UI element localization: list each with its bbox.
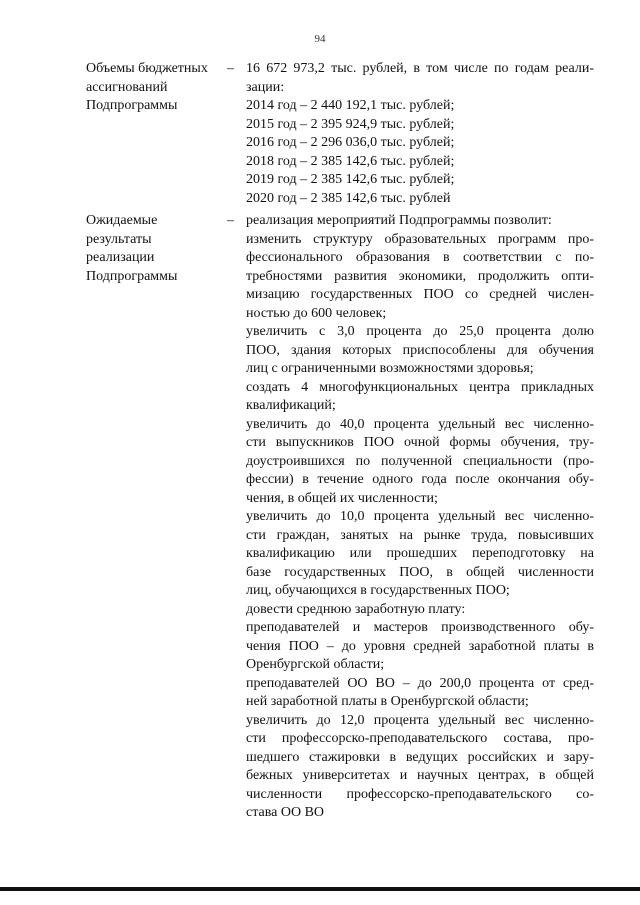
results-line: квалификацию или прошедших переподготовку на <box>246 546 594 561</box>
results-line: реализация мероприятий Подпрограммы позволит: <box>246 213 552 228</box>
results-label <box>86 212 226 286</box>
results-line: фессии) в течение одного года после окончания обу- <box>246 472 594 487</box>
results-line: довести среднюю заработную плату: <box>246 601 466 617</box>
results-line: лиц, обучающихся в государственных ПОО; <box>246 583 510 598</box>
results-line: изменить структуру образовательных программ про- <box>246 231 594 247</box>
results-line: преподавателей ОО ВО – до 200,0 процента от сред- <box>246 675 594 691</box>
results-line: сти выпускников ПОО очной формы обучения, тру- <box>246 435 594 450</box>
results-line: требностями развития экономики, продолжить опти- <box>246 268 594 284</box>
results-line: шедшего стажировки в ведущих российских и зару- <box>246 749 594 765</box>
results-dash: – <box>227 213 234 228</box>
budget-line: 16 672 973,2 тыс. рублей, в том числе по годам реали- <box>246 61 594 76</box>
budget-dash: – <box>227 61 234 76</box>
results-line: ПОО, здания которых приспособлены для обучения <box>246 342 594 358</box>
results-content <box>246 212 594 823</box>
results-line: увеличить до 10,0 процента удельный вес численно- <box>246 509 594 524</box>
results-label-line: результаты <box>86 231 152 247</box>
bottom-rule <box>0 887 640 891</box>
results-label-line: Ожидаемые <box>86 213 158 228</box>
budget-label-line: ассигнований <box>86 79 168 95</box>
results-line: создать 4 многофункциональных центра прикладных <box>246 379 594 395</box>
budget-content <box>246 60 594 208</box>
budget-line: 2018 год – 2 385 142,6 тыс. рублей; <box>246 153 455 169</box>
results-line: ней заработной платы в Оренбургской области; <box>246 694 529 709</box>
budget-line: 2014 год – 2 440 192,1 тыс. рублей; <box>246 98 455 113</box>
results-line: ностью до 600 человек; <box>246 305 387 321</box>
results-line: лиц с ограниченными возможностями здоровья; <box>246 361 534 376</box>
results-line: увеличить до 12,0 процента удельный вес численно- <box>246 712 594 728</box>
budget-line: 2019 год – 2 385 142,6 тыс. рублей; <box>246 172 455 187</box>
budget-line: 2015 год – 2 395 924,9 тыс. рублей; <box>246 116 455 132</box>
results-line: бежных университетах и научных центрах, в общей <box>246 768 594 783</box>
budget-line: зации: <box>246 79 285 95</box>
budget-label-line: Подпрограммы <box>86 98 178 113</box>
results-line: мизацию государственных ПОО со средней числен- <box>246 287 594 302</box>
results-line: базе государственных ПОО, в общей численности <box>246 564 594 580</box>
results-line: сти граждан, занятых на рынке труда, повысивших <box>246 527 594 543</box>
results-label-line: Подпрограммы <box>86 268 178 284</box>
budget-label <box>86 60 226 116</box>
results-line: чения, в общей их численности; <box>246 490 438 506</box>
results-line: квалификаций; <box>246 398 336 413</box>
results-line: фессионального образования в соответствии с по- <box>246 250 594 265</box>
budget-line: 2016 год – 2 296 036,0 тыс. рублей; <box>246 135 455 150</box>
results-line: преподавателей и мастеров производственного обу- <box>246 620 594 635</box>
results-line: Оренбургской области; <box>246 657 385 672</box>
results-label-line: реализации <box>86 250 155 265</box>
budget-label-line: Объемы бюджетных <box>86 61 208 76</box>
budget-line: 2020 год – 2 385 142,6 тыс. рублей <box>246 190 451 206</box>
results-line: увеличить до 40,0 процента удельный вес численно- <box>246 416 594 432</box>
results-line: сти профессорско-преподавательского состава, про- <box>246 731 594 746</box>
results-line: увеличить с 3,0 процента до 25,0 процента долю <box>246 324 594 339</box>
page-number: 94 <box>314 33 326 45</box>
results-line: чения ПОО – до уровня средней заработной платы в <box>246 638 594 654</box>
results-line: численности профессорско-преподавательского со- <box>246 786 594 802</box>
results-line: става ОО ВО <box>246 805 325 820</box>
results-line: доустроившихся по полученной специальности (про- <box>246 453 594 469</box>
